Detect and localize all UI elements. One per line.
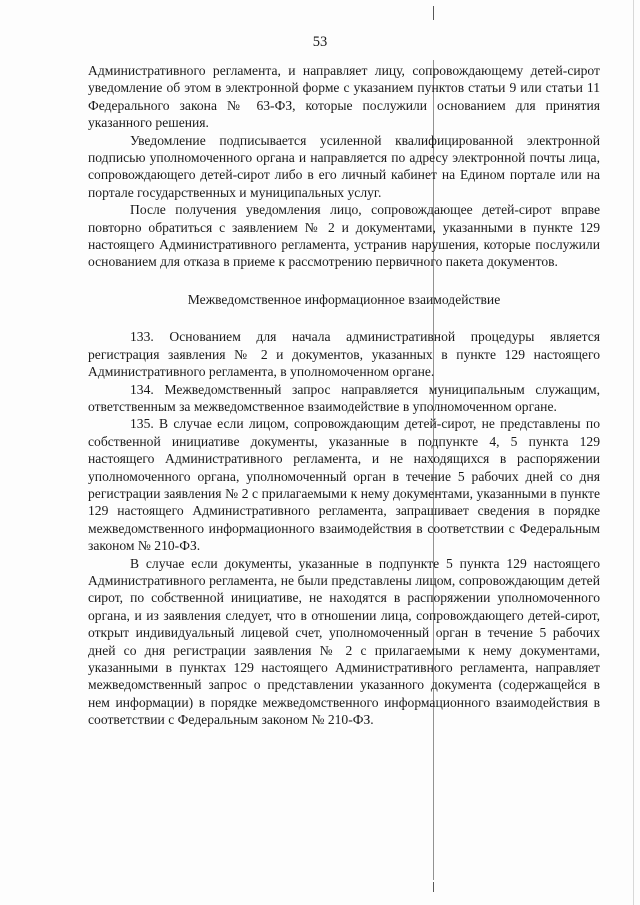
paragraph-repeat-application: После получения уведомления лицо, сопровождающее детей-сирот вправе повторно обратиться с заявлением № 2 и документами, указанными в пункте 129 настоящего Административного регламента, устранив нарушения, которые послужили основанием для отказа в приеме к рассмотрению первичного пакета документов. bbox=[88, 202, 600, 270]
paragraph-135: 135. В случае если лицом, сопровождающим детей-сирот, не представлены по собственной инициативе документы, указанные в подпункте 4, 5 пункта 129 настоящего Административного регламента, и не находящихся в распоряжении уполномоченного органа, уполномоченный орган в течение 5 рабочих дней со дня регистрации заявления № 2 с прилагаемыми к нему документами, указанными в пункте 129 настоящего Административного регламента, запрашивает сведения в порядке межведомственного информационного взаимодействия в соответствии с Федеральным законом № 210-ФЗ. bbox=[88, 416, 600, 554]
page-edge-shadow bbox=[633, 0, 634, 905]
paragraph-134: 134. Межведомственный запрос направляется муниципальным служащим, ответственным за межведомственное взаимодействие в уполномоченном органе. bbox=[88, 381, 600, 414]
paragraph-135-continuation: В случае если документы, указанные в подпункте 5 пункта 129 настоящего Административного регламента, не были представлены лицом, сопровождающим детей сирот, по собственной инициативе, не находятся в распоряжении уполномоченного органа, и из заявления следует, что в отношении лица, сопровождающего детей-сирот, открыт индивидуальный лицевой счет, уполномоченный орган в течение 5 рабочих дней со дня регистрации заявления № 2 с прилагаемыми к нему документами, указанными в пунктах 129 настоящего Административного регламента, направляет межведомственный запрос о представлении указанного документа (содержащейся в нем информации) в порядке межведомственного информационного взаимодействия в соответствии с Федеральным законом № 210-ФЗ. bbox=[88, 555, 600, 728]
scan-fold-line-top bbox=[433, 6, 434, 20]
scan-fold-line-bottom bbox=[433, 882, 434, 892]
paragraph-133: 133. Основанием для начала административной процедуры является регистрация заявления № 2 и документов, указанных в пункте 129 настоящего Административного регламента, в уполномоченном органе. bbox=[88, 329, 600, 380]
paragraph-notification-signature: Уведомление подписывается усиленной квалифицированной электронной подписью уполномоченного органа и направляется по адресу электронной почты лица, сопровождающего детей-сирот либо в его личный кабинет на Едином портале или на портале государственных и муниципальных услуг. bbox=[88, 132, 600, 200]
paragraph-continuation: Административного регламента, и направляет лицу, сопровождающему детей-сирот уведомление об этом в электронной форме с указанием пунктов статьи 9 или статьи 11 Федерального закона № 63-ФЗ, которые послужили основанием для принятия указанного решения. bbox=[88, 63, 600, 131]
document-body bbox=[88, 62, 600, 729]
page-number: 53 bbox=[312, 34, 328, 50]
section-heading: Межведомственное информационное взаимодействие bbox=[187, 291, 501, 307]
